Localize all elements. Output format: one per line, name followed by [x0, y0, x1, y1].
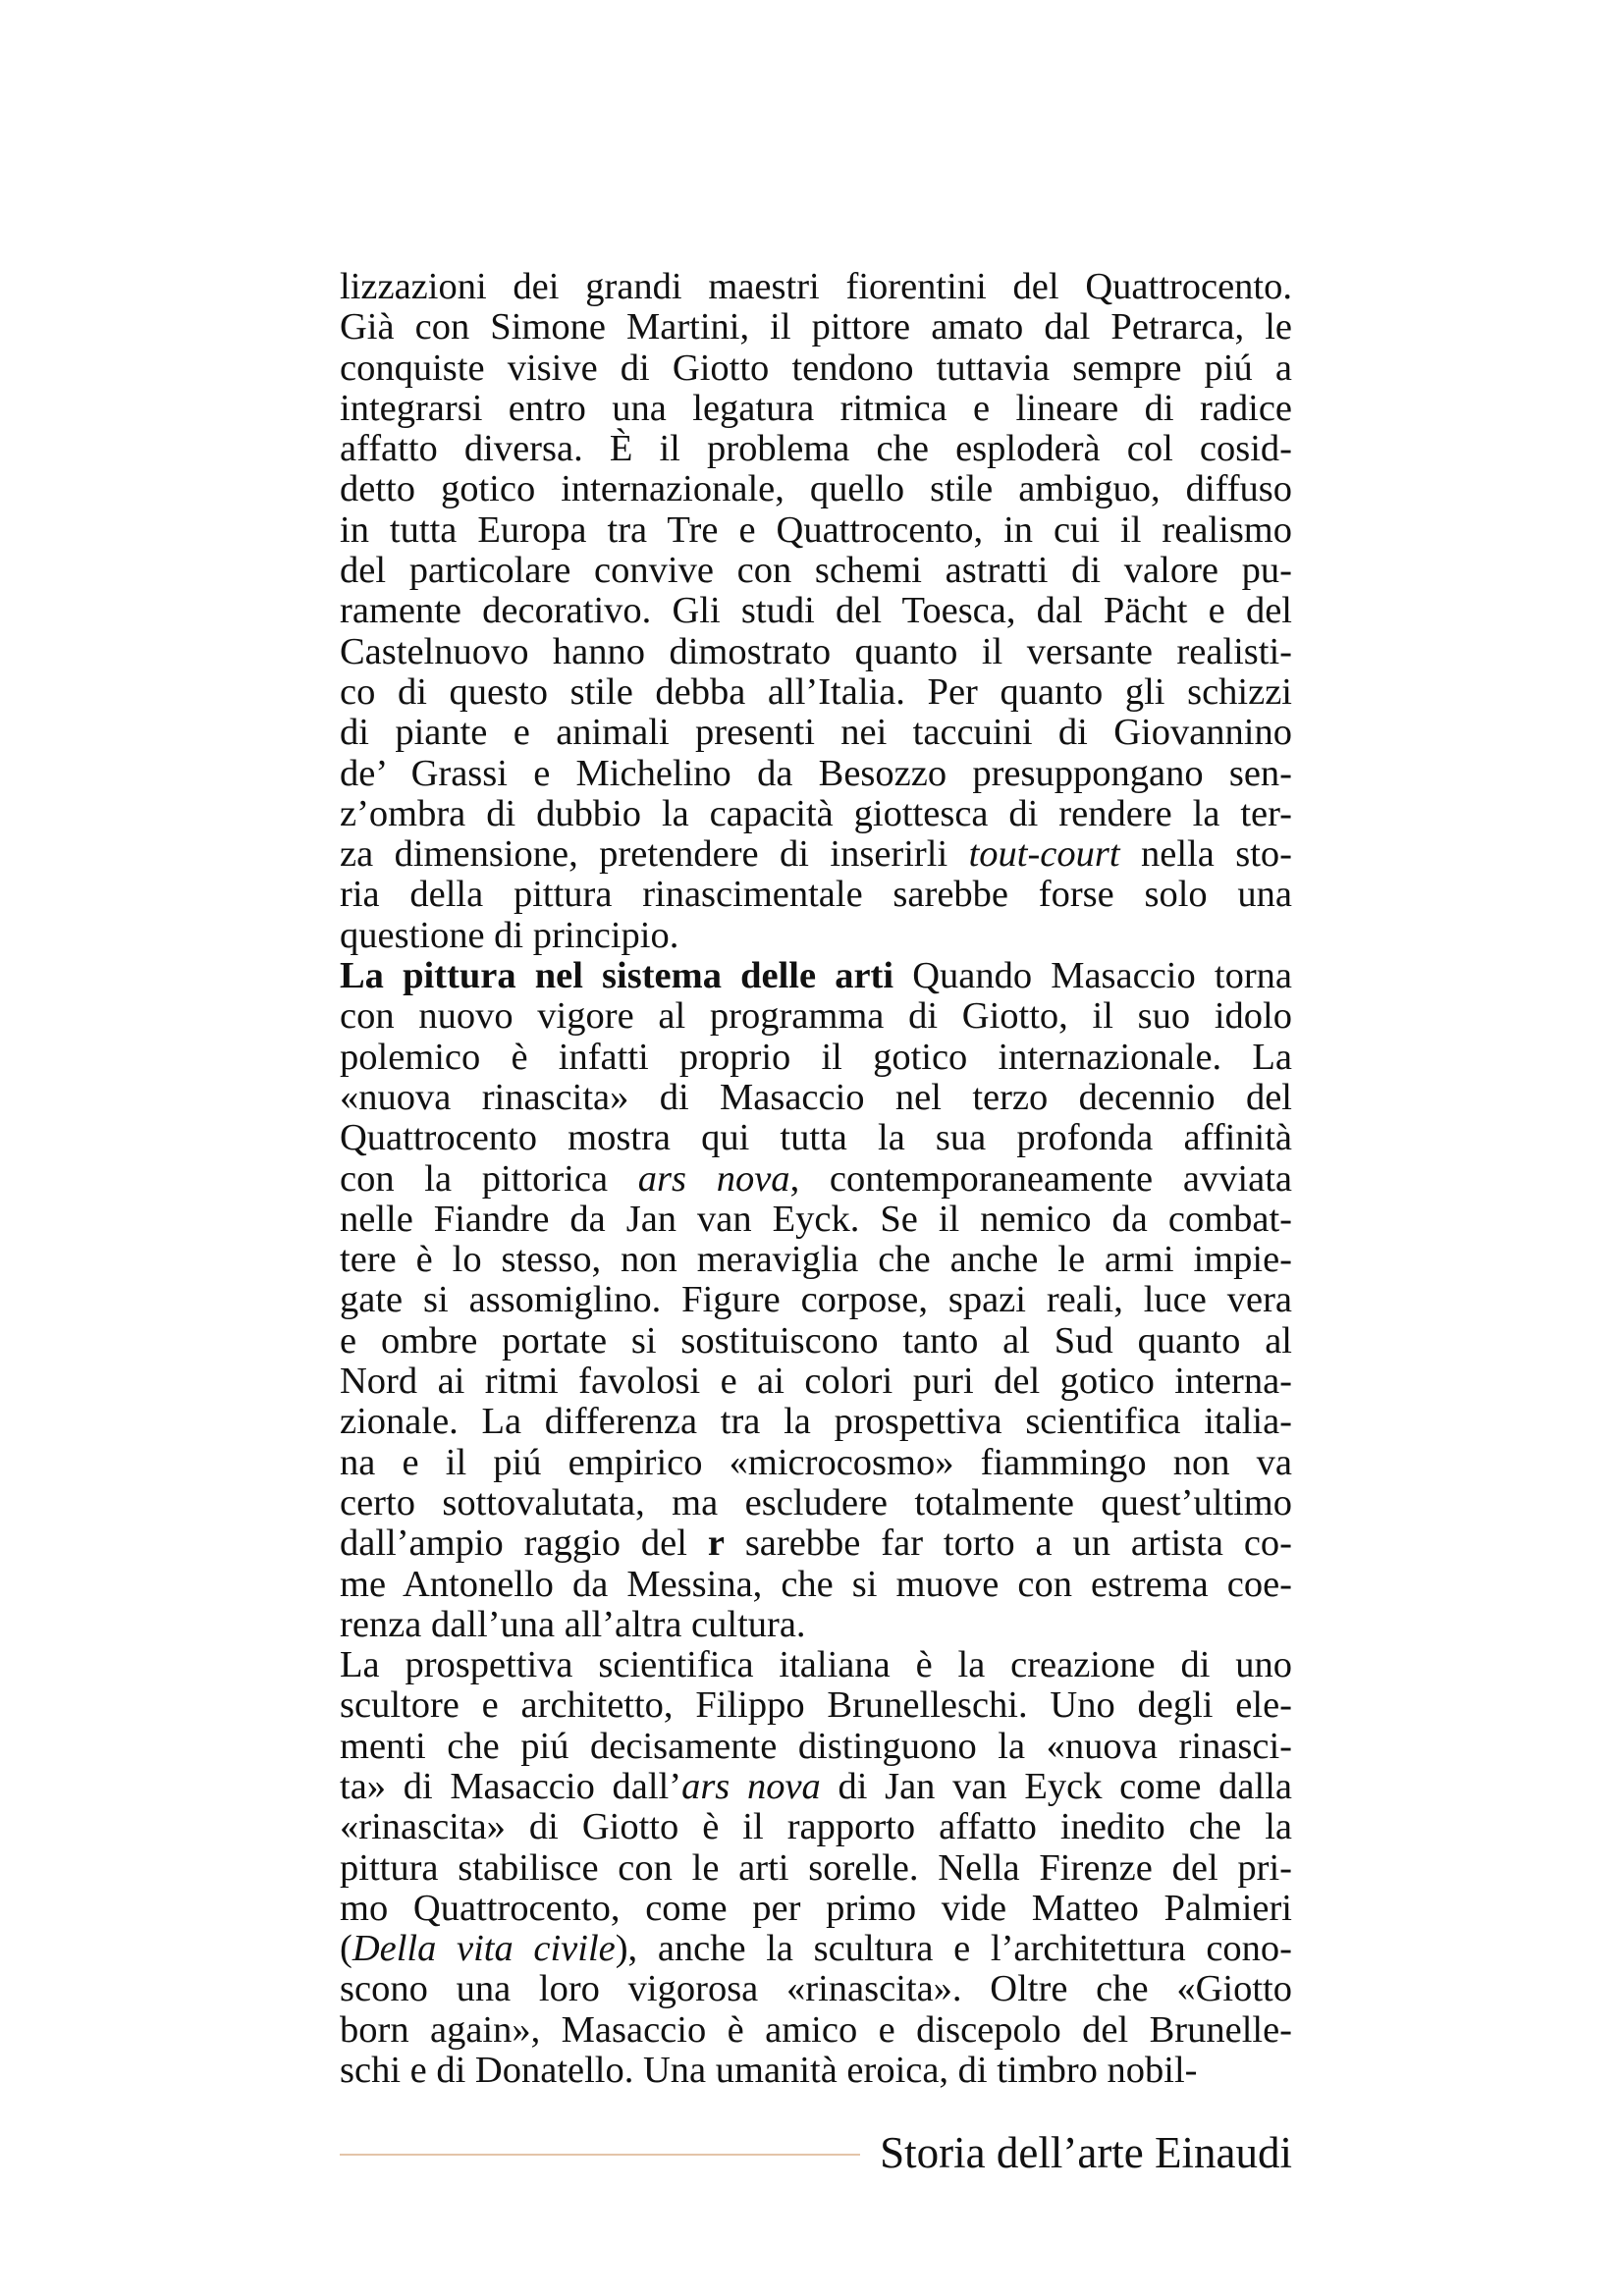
text-line: [340, 996, 1292, 1037]
text-segment: affatto diversa. È il problema che esploderà col cosid-: [340, 428, 1292, 470]
text-line: [340, 591, 1292, 631]
text-segment: tere è lo stesso, non meraviglia che anche le armi impie-: [340, 1239, 1292, 1281]
text-line: [340, 1159, 1292, 1200]
text-segment: di piante e animali presenti nei taccuini di Giovannino: [340, 712, 1292, 754]
text-line: [340, 429, 1292, 469]
text-line: [340, 1889, 1292, 1929]
italic-text: ars nova: [681, 1765, 821, 1807]
text-segment: ), anche la scultura e l’architettura cono-: [615, 1928, 1292, 1970]
text-line: [340, 632, 1292, 672]
text-segment: gate si assomiglino. Figure corpose, spazi reali, luce vera: [340, 1279, 1292, 1321]
text-segment: del particolare convive con schemi astratti di valore pu-: [340, 550, 1292, 592]
text-line: [340, 1565, 1292, 1605]
text-segment: z’ombra di dubbio la capacità giottesca di rendere la ter-: [340, 792, 1292, 834]
italic-text: Della vita civile: [352, 1928, 616, 1970]
text-line: [340, 672, 1292, 713]
text-segment: certo sottovalutata, ma escludere totalmente quest’ultimo: [340, 1481, 1292, 1523]
text-line: [340, 1200, 1292, 1240]
text-segment: za dimensione, pretendere di inserirli: [340, 833, 969, 876]
text-line: [340, 1929, 1292, 1969]
text-line: [340, 1443, 1292, 1483]
text-segment: polemico è infatti proprio il gotico internazionale. La: [340, 1036, 1292, 1078]
text-line: [340, 1727, 1292, 1767]
text-segment: integrarsi entro una legatura ritmica e lineare di radice: [340, 387, 1292, 429]
text-segment: detto gotico internazionale, quello stile ambiguo, diffuso: [340, 468, 1292, 510]
text-segment: conquiste visive di Giotto tendono tuttavia sempre piú a: [340, 347, 1292, 389]
text-segment: «rinascita» di Giotto è il rapporto affatto inedito che la: [340, 1806, 1292, 1848]
text-line: [340, 1362, 1292, 1402]
footer-title: Storia dell’arte Einaudi: [880, 2128, 1292, 2177]
text-segment: , contemporaneamente avviata: [789, 1157, 1292, 1200]
text-line: [340, 875, 1292, 915]
text-segment: (: [340, 1928, 352, 1970]
text-line: [340, 510, 1292, 551]
text-segment: de’ Grassi e Michelino da Besozzo presuppongano sen-: [340, 752, 1292, 794]
text-segment: nella sto-: [1119, 833, 1293, 876]
text-segment: na e il piú empirico «microcosmo» fiammingo non va: [340, 1441, 1292, 1483]
text-line: [340, 1240, 1292, 1280]
bold-text: La pittura nel sistema delle arti: [340, 955, 894, 997]
text-line: [340, 754, 1292, 794]
text-line: [340, 2010, 1292, 2051]
text-line: [340, 713, 1292, 753]
body-text: [340, 267, 1292, 2091]
text-line: [340, 1807, 1292, 1847]
text-line: [340, 267, 1292, 307]
text-segment: con la pittorica: [340, 1157, 638, 1200]
text-segment: sarebbe far torto a un artista co-: [724, 1522, 1292, 1565]
text-line: [340, 2051, 1292, 2091]
text-segment: ta» di Masaccio dall’: [340, 1765, 682, 1807]
text-segment: Quando Masaccio torna: [893, 955, 1292, 997]
text-line: [340, 307, 1292, 347]
text-line: [340, 1767, 1292, 1807]
text-line: [340, 1280, 1292, 1320]
text-line: [340, 1078, 1292, 1118]
footer-rule: [340, 2154, 860, 2156]
text-segment: zionale. La differenza tra la prospettiva scientifica italia-: [340, 1401, 1292, 1443]
text-segment: con nuovo vigore al programma di Giotto, il suo idolo: [340, 995, 1292, 1038]
text-line: [340, 1118, 1292, 1158]
text-line: [340, 1321, 1292, 1362]
text-line: [340, 1685, 1292, 1726]
text-segment: schi e di Donatello. Una umanità eroica, di timbro nobil-: [340, 2050, 1198, 2092]
text-line: [340, 1848, 1292, 1889]
text-segment: Quattrocento mostra qui tutta la sua profonda affinità: [340, 1117, 1292, 1159]
text-segment: e ombre portate si sostituiscono tanto al Sud quanto al: [340, 1319, 1292, 1362]
text-segment: pittura stabilisce con le arti sorelle. Nella Firenze del pri-: [340, 1846, 1292, 1889]
text-segment: La prospettiva scientifica italiana è la creazione di uno: [340, 1644, 1292, 1686]
text-line: [340, 1402, 1292, 1442]
text-line: [340, 348, 1292, 389]
text-segment: born again», Masaccio è amico e discepolo del Brunelle-: [340, 2008, 1292, 2051]
text-segment: lizzazioni dei grandi maestri fiorentini del Quattrocento.: [340, 266, 1292, 307]
text-line: [340, 1969, 1292, 2009]
italic-text: tout-court: [968, 833, 1120, 876]
text-line: [340, 794, 1292, 834]
text-line: [340, 1483, 1292, 1523]
text-segment: in tutta Europa tra Tre e Quattrocento, in cui il realismo: [340, 508, 1292, 551]
text-segment: Castelnuovo hanno dimostrato quanto il versante realisti-: [340, 630, 1292, 672]
text-line: [340, 1523, 1292, 1564]
text-segment: ria della pittura rinascimentale sarebbe forse solo una: [340, 874, 1292, 916]
text-segment: scultore e architetto, Filippo Brunelleschi. Uno degli ele-: [340, 1684, 1292, 1727]
text-segment: ramente decorativo. Gli studi del Toesca, dal Pächt e del: [340, 590, 1292, 632]
text-segment: renza dall’una all’altra cultura.: [340, 1603, 806, 1645]
text-line: [340, 1605, 1292, 1645]
text-line: [340, 956, 1292, 996]
text-segment: Nord ai ritmi favolosi e ai colori puri del gotico interna-: [340, 1361, 1292, 1403]
text-segment: scono una loro vigorosa «rinascita». Oltre che «Giotto: [340, 1968, 1292, 2010]
text-segment: di Jan van Eyck come dalla: [820, 1765, 1292, 1807]
text-line: [340, 551, 1292, 591]
text-segment: Già con Simone Martini, il pittore amato dal Petrarca, le: [340, 306, 1292, 348]
text-line: [340, 1038, 1292, 1078]
text-line: [340, 916, 1292, 956]
bold-text: r: [707, 1522, 725, 1565]
text-line: [340, 469, 1292, 509]
text-segment: menti che piú decisamente distinguono la «nuova rinasci-: [340, 1725, 1292, 1767]
text-line: [340, 1645, 1292, 1685]
text-segment: co di questo stile debba all’Italia. Per quanto gli schizzi: [340, 670, 1292, 713]
text-segment: questione di principio.: [340, 914, 679, 956]
text-segment: me Antonello da Messina, che si muove con estrema coe-: [340, 1563, 1292, 1605]
text-segment: mo Quattrocento, come per primo vide Matteo Palmieri: [340, 1887, 1292, 1929]
text-line: [340, 389, 1292, 429]
text-segment: dall’ampio raggio del: [340, 1522, 708, 1565]
text-segment: nelle Fiandre da Jan van Eyck. Se il nemico da combat-: [340, 1198, 1292, 1240]
text-line: [340, 834, 1292, 875]
italic-text: ars nova: [637, 1157, 790, 1200]
text-segment: «nuova rinascita» di Masaccio nel terzo decennio del: [340, 1076, 1292, 1118]
